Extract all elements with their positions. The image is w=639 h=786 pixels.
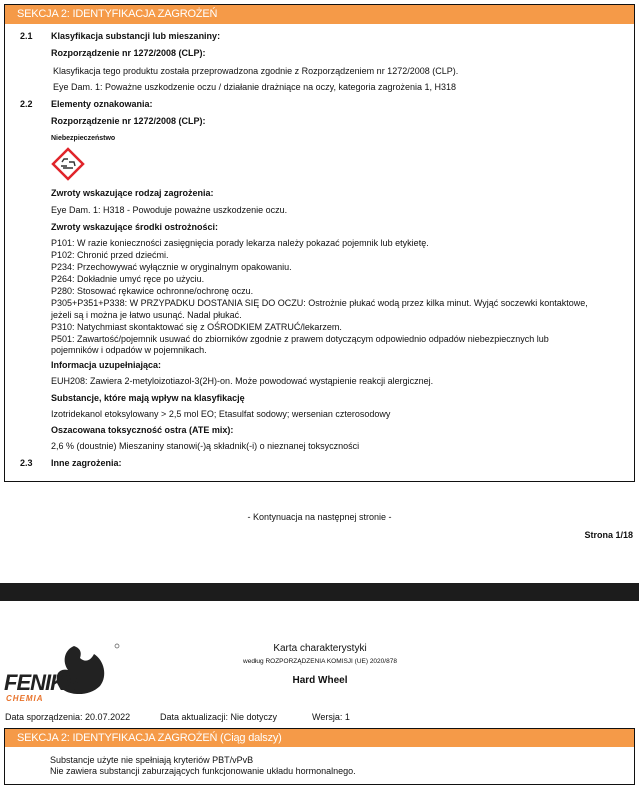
- date-created: Data sporządzenia: 20.07.2022: [5, 712, 131, 722]
- text: Eye Dam. 1: Poważne uszkodzenie oczu / działanie drażniące na oczy, kategoria zagrożenia 1, H318: [53, 82, 457, 92]
- date-updated: Data aktualizacji: Nie dotyczy: [160, 712, 278, 722]
- text: 2,6 % (doustnie) Mieszaniny stanowi(-)ą składnik(-i) o nieznanej toksyczności: [51, 441, 360, 451]
- subheading: Zwroty wskazujące środki ostrożności:: [51, 222, 219, 232]
- text: EUH208: Zawiera 2-metyloizotiazol-3(2H)-on. Może powodować wystąpienie reakcji alergicznej.: [51, 376, 434, 386]
- section-header: SEKCJA 2: IDENTYFIKACJA ZAGROŻEŃ: [5, 5, 634, 24]
- company-logo: [4, 640, 122, 706]
- section-num: 2.3: [20, 458, 33, 468]
- precaution: P102: Chronić przed dziećmi.: [51, 250, 169, 260]
- version: Wersja: 1: [312, 712, 350, 722]
- continuation-note: - Kontynuacja na następnej stronie -: [247, 512, 392, 522]
- subheading: Zwroty wskazujące rodzaj zagrożenia:: [51, 188, 214, 198]
- precaution: P264: Dokładnie umyć ręce po użyciu.: [51, 274, 205, 284]
- section-title: Inne zagrożenia:: [51, 458, 122, 468]
- text: Izotridekanol etoksylowany > 2,5 mol EO; Etasulfat sodowy; wersenian czterosodowy: [51, 409, 391, 419]
- text: Nie zawiera substancji zaburzających funkcjonowanie układu hormonalnego.: [50, 766, 356, 776]
- text: Eye Dam. 1: H318 - Powoduje poważne uszkodzenie oczu.: [51, 205, 288, 215]
- corrosion-icon: [51, 147, 85, 181]
- doc-subtitle: według ROZPORZĄDZENIA KOMISJI (UE) 2020/878: [243, 658, 397, 665]
- precaution: jeżeli są i można je łatwo usunąć. Nadal płukać.: [51, 310, 242, 320]
- precaution: P101: W razie konieczności zasięgnięcia porady lekarza należy pokazać pojemnik lub etykietę.: [51, 238, 429, 248]
- section-title: Elementy oznakowania:: [51, 99, 153, 109]
- section-title: Klasyfikacja substancji lub mieszaniny:: [51, 31, 221, 41]
- signal-word: Niebezpieczeństwo: [51, 135, 116, 142]
- subheading: Oszacowana toksyczność ostra (ATE mix):: [51, 425, 234, 435]
- logo-sub: CHEMIA: [6, 694, 44, 703]
- page-number: Strona 1/18: [584, 530, 633, 540]
- precaution: P280: Stosować rękawice ochronne/ochronę oczu.: [51, 286, 254, 296]
- precaution: P234: Przechowywać wyłącznie w oryginalnym opakowaniu.: [51, 262, 292, 272]
- section-num: 2.2: [20, 99, 33, 109]
- subheading: Informacja uzupełniająca:: [51, 360, 162, 370]
- section-num: 2.1: [20, 31, 33, 41]
- text: Substancje użyte nie spełniają kryteriów PBT/vPvB: [50, 755, 254, 765]
- product-name: Hard Wheel: [292, 675, 348, 686]
- page-separator: [0, 583, 639, 601]
- precaution: P310: Natychmiast skontaktować się z OŚRODKIEM ZATRUĆ/lekarzem.: [51, 322, 342, 332]
- precaution: pojemników i odpadów w pojemnikach.: [51, 345, 207, 355]
- text: Klasyfikacja tego produktu została przeprowadzona zgodnie z Rozporządzeniem nr 1272/2008 (CLP).: [53, 66, 459, 76]
- section-header: SEKCJA 2: IDENTYFIKACJA ZAGROŻEŃ (Ciąg dalszy): [5, 729, 634, 747]
- precaution: P501: Zawartość/pojemnik usuwać do zbiorników zgodnie z prawem dotyczącym odpowiednio odpadów niebezpiecznych lub: [51, 334, 549, 344]
- doc-title: Karta charakterystyki: [273, 643, 367, 654]
- regulation: Rozporządzenie nr 1272/2008 (CLP):: [51, 48, 206, 58]
- subheading: Substancje, które mają wpływ na klasyfikację: [51, 393, 245, 403]
- regulation: Rozporządzenie nr 1272/2008 (CLP):: [51, 116, 206, 126]
- precaution: P305+P351+P338: W PRZYPADKU DOSTANIA SIĘ DO OCZU: Ostrożnie płukać wodą przez kilka minut. Wyjąć soczewki kontaktowe,: [51, 298, 588, 308]
- logo-name: FENIKS: [4, 670, 79, 695]
